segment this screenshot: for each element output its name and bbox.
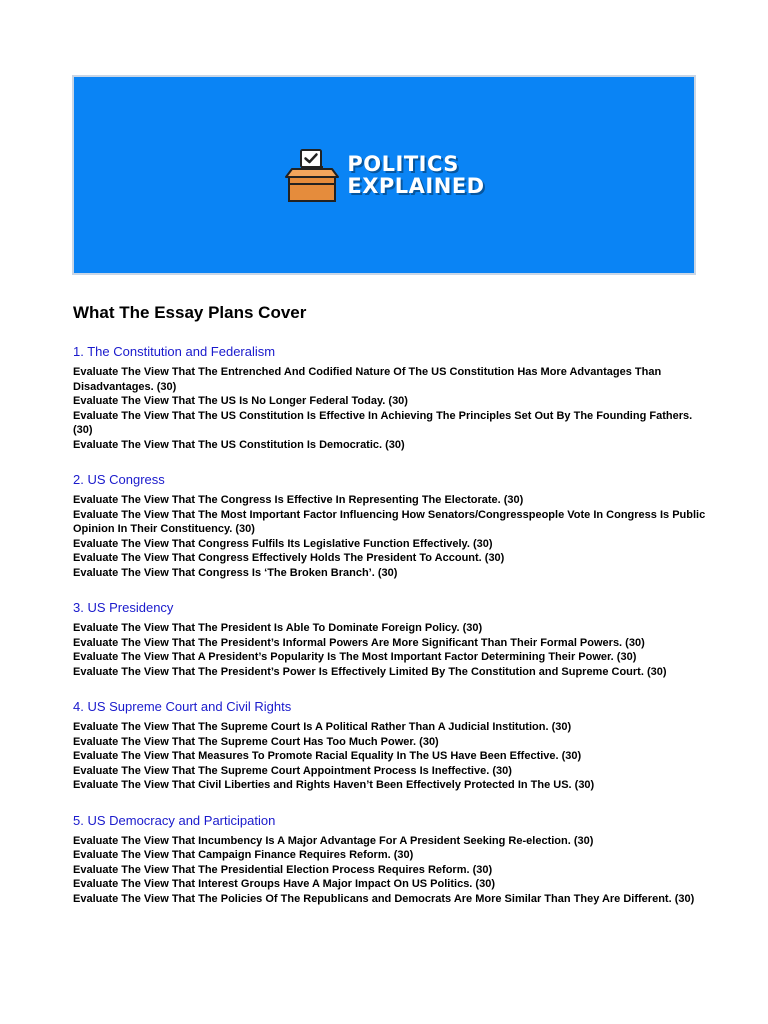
section-heading: 2. US Congress: [73, 472, 165, 487]
essay-plan-item: Evaluate The View That The Supreme Court Has Too Much Power. (30): [73, 735, 439, 748]
essay-plan-item: Evaluate The View That The US Constitution Is Effective In Achieving The Principles Set Out By The Founding Fathers. (30): [73, 409, 693, 436]
essay-plan-item: Evaluate The View That The Policies Of The Republicans and Democrats Are More Similar Than They Are Different. (30): [73, 892, 695, 905]
essay-plan-item: Evaluate The View That Measures To Promote Racial Equality In The US Have Been Effective. (30): [73, 750, 582, 762]
essay-plan-list: [73, 493, 709, 580]
essay-plan-item: Evaluate The View That The President’s Informal Powers Are More Significant Than Their Formal Powers. (30): [73, 636, 645, 649]
essay-plan-item: Evaluate The View That The Supreme Court Is A Political Rather Than A Judicial Institution. (30): [73, 721, 572, 733]
essay-plan-item: Evaluate The View That Congress Effectively Holds The President To Account. (30): [73, 552, 505, 564]
essay-plan-item: Evaluate The View That The US Is No Longer Federal Today. (30): [73, 395, 408, 407]
main-content: [73, 302, 709, 925]
section-heading: 4. US Supreme Court and Civil Rights: [73, 699, 292, 714]
section-heading: 3. US Presidency: [73, 600, 174, 615]
section-constitution-federalism: [73, 343, 709, 452]
section-us-presidency: [73, 599, 709, 679]
essay-plan-item: Evaluate The View That The US Constitution Is Democratic. (30): [73, 438, 405, 451]
essay-plan-list: [73, 365, 709, 452]
essay-plan-item: Evaluate The View That The President’s Power Is Effectively Limited By The Constitution and Supreme Court. (30): [73, 665, 667, 678]
ballot-box-icon: [283, 147, 341, 203]
section-heading: 5. US Democracy and Participation: [73, 812, 276, 828]
essay-plan-item: Evaluate The View That Congress Is ‘The Broken Branch’. (30): [73, 566, 398, 579]
politics-explained-logo: [283, 147, 484, 203]
section-supreme-court-civil-rights: [73, 698, 709, 793]
essay-plan-item: Evaluate The View That Incumbency Is A Major Advantage For A President Seeking Re-election. (30): [73, 834, 594, 847]
essay-plan-list: [73, 621, 709, 679]
logo-text-politics: POLITICS: [347, 152, 459, 176]
essay-plan-list: [73, 720, 709, 793]
essay-plan-item: Evaluate The View That The Presidential Election Process Requires Reform. (30): [73, 863, 493, 876]
essay-plan-item: Evaluate The View That The Congress Is Effective In Representing The Electorate. (30): [73, 494, 524, 506]
essay-plan-item: Evaluate The View That A President’s Popularity Is The Most Important Factor Determining Their Power. (30): [73, 651, 637, 663]
page-title: What The Essay Plans Cover: [73, 303, 307, 322]
essay-plan-item: Evaluate The View That The President Is Able To Dominate Foreign Policy. (30): [73, 622, 483, 634]
section-democracy-participation: [73, 812, 709, 907]
essay-plan-item: Evaluate The View That Civil Liberties and Rights Haven’t Been Effectively Protected In The US. (30): [73, 779, 595, 791]
essay-plan-item: Evaluate The View That Congress Fulfils Its Legislative Function Effectively. (30): [73, 537, 493, 550]
section-heading: 1. The Constitution and Federalism: [73, 344, 276, 359]
essay-plan-item: Evaluate The View That The Most Important Factor Influencing How Senators/Congresspeople Vote In Congress Is Public Opinion In Their Constituency. (30): [73, 508, 706, 535]
essay-plan-item: Evaluate The View That The Supreme Court Appointment Process Is Ineffective. (30): [73, 764, 512, 777]
logo-text-explained: EXPLAINED: [347, 174, 485, 198]
essay-plan-list: [73, 834, 709, 907]
essay-plan-item: Evaluate The View That Campaign Finance Requires Reform. (30): [73, 849, 414, 861]
section-us-congress: [73, 471, 709, 580]
header-banner: [72, 75, 696, 275]
essay-plan-item: Evaluate The View That Interest Groups Have A Major Impact On US Politics. (30): [73, 878, 495, 890]
logo-text: [347, 153, 484, 197]
essay-plan-item: Evaluate The View That The Entrenched And Codified Nature Of The US Constitution Has More Advantages Than Disadvantages. (30): [73, 366, 662, 393]
